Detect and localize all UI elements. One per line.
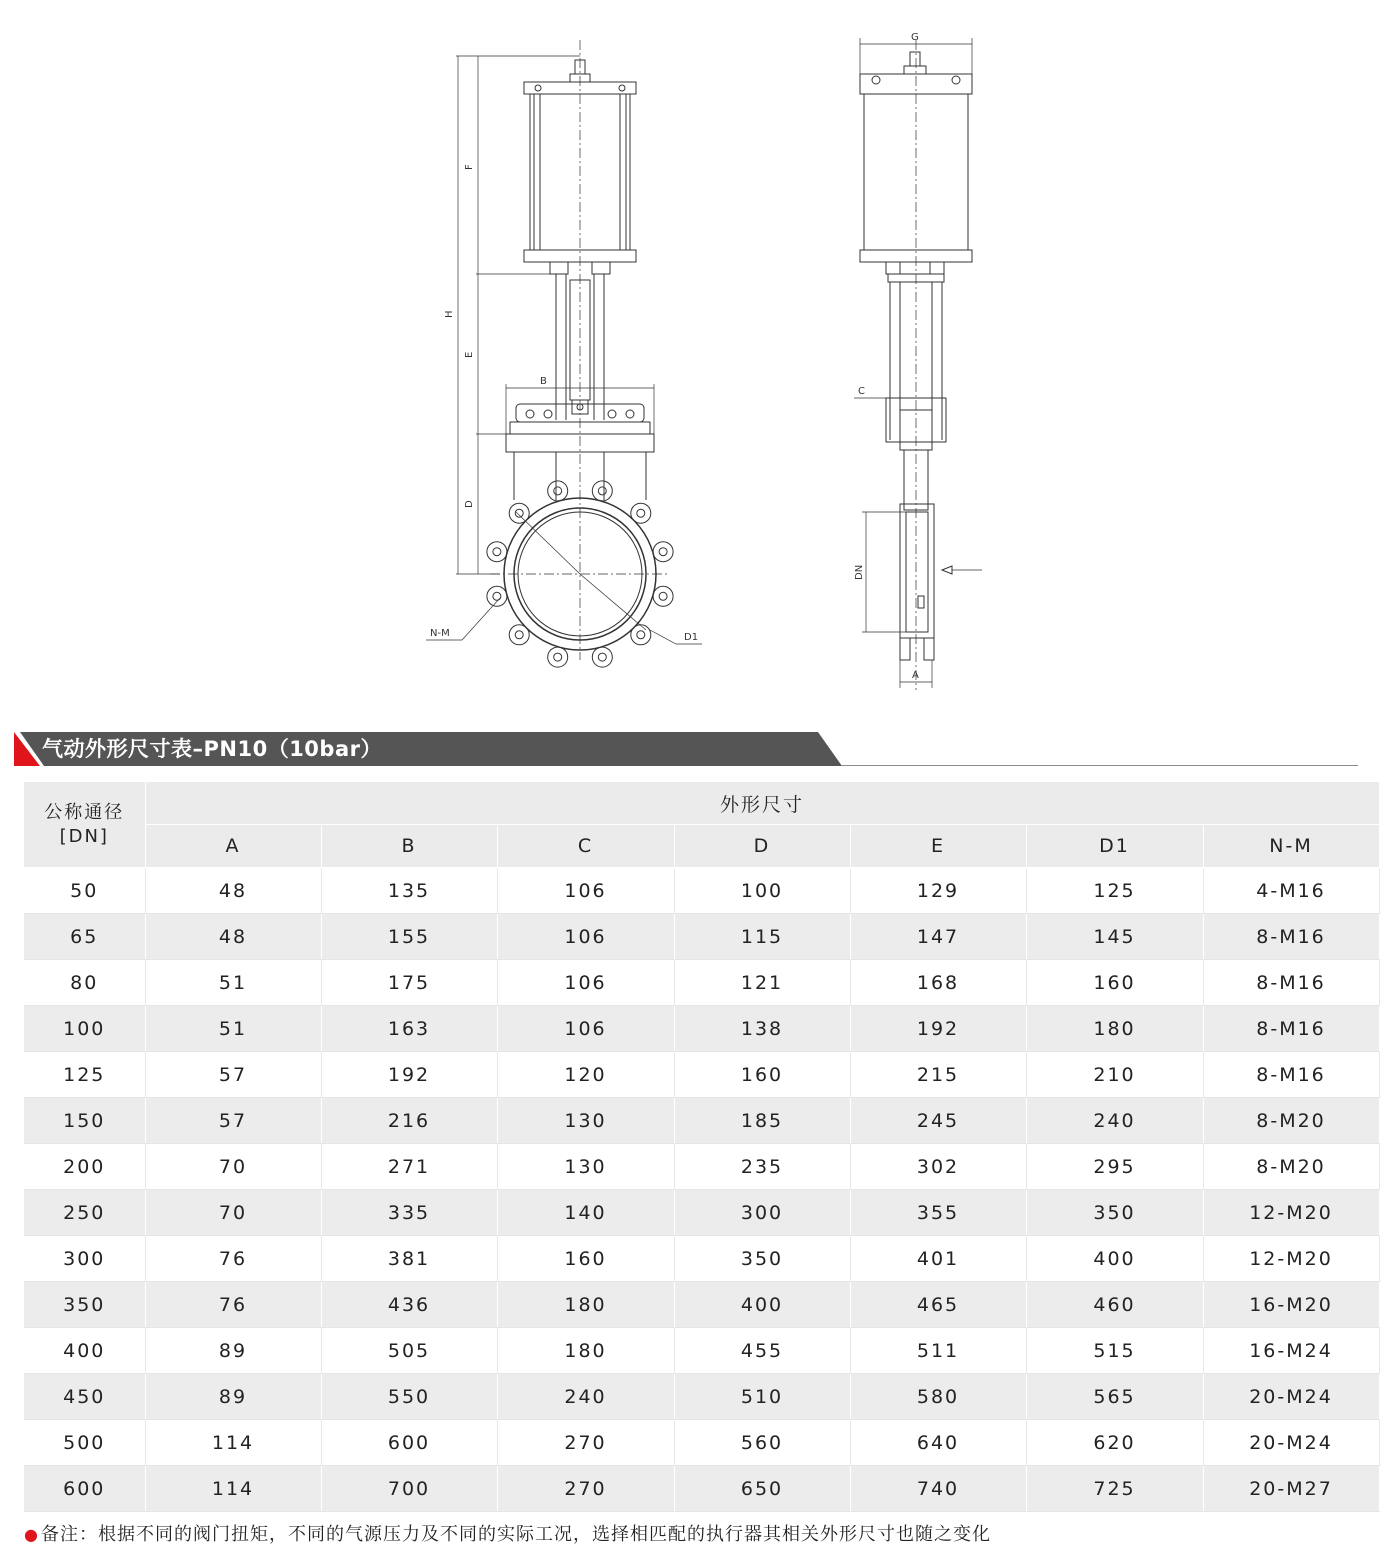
dn-header-cell: [24, 782, 145, 868]
dimension-cell: 4-M16: [1203, 868, 1379, 914]
dimension-cell: 114: [145, 1466, 321, 1512]
table-header-row: [24, 782, 1379, 825]
flange-lug: [653, 586, 673, 606]
table-row: [24, 1144, 1379, 1190]
dimension-cell: 300: [674, 1190, 850, 1236]
dimension-cell: 48: [145, 914, 321, 960]
dimension-cell: 350: [1026, 1190, 1203, 1236]
dn-cell: 300: [24, 1236, 145, 1282]
dimension-cell: 550: [321, 1374, 497, 1420]
footnote: [24, 1520, 991, 1546]
dimension-cell: 180: [497, 1282, 674, 1328]
dimension-cell: 114: [145, 1420, 321, 1466]
dim-label-dn: DN: [854, 564, 865, 580]
dimension-cell: 8-M16: [1203, 1006, 1379, 1052]
dimension-cell: 8-M16: [1203, 960, 1379, 1006]
flange-lug: [592, 481, 612, 501]
dim-label-d1: D1: [684, 632, 699, 643]
dim-label-e: E: [464, 351, 475, 358]
dn-cell: 500: [24, 1420, 145, 1466]
dimension-cell: 8-M16: [1203, 914, 1379, 960]
dimension-cell: 163: [321, 1006, 497, 1052]
dn-cell: 100: [24, 1006, 145, 1052]
dimension-cell: 57: [145, 1052, 321, 1098]
flange-lug: [592, 647, 612, 667]
dimension-cell: 121: [674, 960, 850, 1006]
dimension-cell: 192: [321, 1052, 497, 1098]
dimension-cell: 51: [145, 960, 321, 1006]
lug-bolt-hole: [637, 509, 645, 517]
dimension-cell: 271: [321, 1144, 497, 1190]
dimension-cell: 16-M20: [1203, 1282, 1379, 1328]
dim-label-d: D: [464, 500, 475, 508]
dimension-cell: 465: [850, 1282, 1026, 1328]
dimension-cell: 20-M24: [1203, 1374, 1379, 1420]
dimension-cell: 240: [1026, 1098, 1203, 1144]
dimension-cell: 455: [674, 1328, 850, 1374]
table-row: [24, 1052, 1379, 1098]
dim-label-h: H: [444, 310, 455, 318]
dimension-cell: 192: [850, 1006, 1026, 1052]
dimension-cell: 560: [674, 1420, 850, 1466]
group-header: 外形尺寸: [145, 782, 1379, 825]
dimension-cell: 401: [850, 1236, 1026, 1282]
dimension-cell: 20-M24: [1203, 1420, 1379, 1466]
dimension-cell: 235: [674, 1144, 850, 1190]
dim-label-a: A: [912, 670, 919, 681]
dimension-cell: 295: [1026, 1144, 1203, 1190]
column-header-row: [24, 825, 1379, 868]
dimension-cell: 8-M16: [1203, 1052, 1379, 1098]
dn-cell: 65: [24, 914, 145, 960]
column-header: D: [674, 825, 850, 868]
flange-lug: [487, 542, 507, 562]
dn-cell: 50: [24, 868, 145, 914]
lug-bolt-hole: [659, 548, 667, 556]
dim-label-b: B: [540, 376, 547, 387]
dimension-cell: 270: [497, 1466, 674, 1512]
dimension-cell: 240: [497, 1374, 674, 1420]
dimension-cell: 145: [1026, 914, 1203, 960]
column-header: C: [497, 825, 674, 868]
lug-bolt-hole: [493, 548, 501, 556]
column-header: D1: [1026, 825, 1203, 868]
section-title: 气动外形尺寸表–PN10（10bar）: [42, 737, 382, 761]
lug-bolt-hole: [493, 592, 501, 600]
dimension-cell: 180: [497, 1328, 674, 1374]
dn-cell: 600: [24, 1466, 145, 1512]
dimension-cell: 138: [674, 1006, 850, 1052]
dn-header-sub-label: [DN]: [59, 825, 109, 847]
table-row: [24, 914, 1379, 960]
column-header: E: [850, 825, 1026, 868]
dimension-cell: 725: [1026, 1466, 1203, 1512]
dimension-cell: 12-M20: [1203, 1236, 1379, 1282]
dimension-cell: 155: [321, 914, 497, 960]
dimension-cell: 175: [321, 960, 497, 1006]
footnote-text: 备注：根据不同的阀门扭矩，不同的气源压力及不同的实际工况，选择相匹配的执行器其相关外形尺寸也随之变化: [40, 1524, 991, 1545]
lug-bolt-hole: [554, 487, 562, 495]
dimension-cell: 215: [850, 1052, 1026, 1098]
dimension-cell: 160: [1026, 960, 1203, 1006]
flange-lug: [487, 586, 507, 606]
dim-label-f: F: [464, 164, 475, 170]
dimension-cell: 436: [321, 1282, 497, 1328]
table-row: [24, 1466, 1379, 1512]
dimension-cell: 76: [145, 1282, 321, 1328]
flange-lug: [509, 503, 529, 523]
flange-lug: [548, 647, 568, 667]
column-header: N-M: [1203, 825, 1379, 868]
dn-cell: 250: [24, 1190, 145, 1236]
dn-cell: 350: [24, 1282, 145, 1328]
dimension-cell: 51: [145, 1006, 321, 1052]
table-row: [24, 1282, 1379, 1328]
dimension-cell: 510: [674, 1374, 850, 1420]
dimension-cell: 511: [850, 1328, 1026, 1374]
dimension-cell: 350: [674, 1236, 850, 1282]
lug-bolt-hole: [659, 592, 667, 600]
dimension-cell: 168: [850, 960, 1026, 1006]
dimension-cell: 89: [145, 1374, 321, 1420]
table-row: [24, 960, 1379, 1006]
dimension-cell: 106: [497, 914, 674, 960]
dimension-cell: 8-M20: [1203, 1098, 1379, 1144]
dimension-cell: 640: [850, 1420, 1026, 1466]
dimension-cell: 160: [497, 1236, 674, 1282]
dimension-cell: 505: [321, 1328, 497, 1374]
table-row: [24, 1098, 1379, 1144]
dn-cell: 400: [24, 1328, 145, 1374]
dimension-cell: 147: [850, 914, 1026, 960]
dimension-cell: 106: [497, 868, 674, 914]
dimension-cell: 270: [497, 1420, 674, 1466]
table-row: [24, 1328, 1379, 1374]
technical-drawings: [0, 0, 1390, 700]
dimension-cell: 130: [497, 1098, 674, 1144]
dn-cell: 200: [24, 1144, 145, 1190]
dim-label-g: G: [911, 32, 919, 43]
dimension-cell: 106: [497, 1006, 674, 1052]
dimension-cell: 130: [497, 1144, 674, 1190]
dn-cell: 150: [24, 1098, 145, 1144]
dimension-cell: 381: [321, 1236, 497, 1282]
dimension-cell: 210: [1026, 1052, 1203, 1098]
dimension-cell: 120: [497, 1052, 674, 1098]
lug-bolt-hole: [598, 487, 606, 495]
dimension-cell: 515: [1026, 1328, 1203, 1374]
flange-lug: [509, 625, 529, 645]
dimension-cell: 565: [1026, 1374, 1203, 1420]
dimension-cell: 185: [674, 1098, 850, 1144]
dimension-cell: 48: [145, 868, 321, 914]
flange-lug: [631, 625, 651, 645]
table-row: [24, 1374, 1379, 1420]
lug-bolt-hole: [637, 631, 645, 639]
dimension-cell: 115: [674, 914, 850, 960]
dimension-cell: 8-M20: [1203, 1144, 1379, 1190]
table-row: [24, 1420, 1379, 1466]
dimension-cell: 129: [850, 868, 1026, 914]
column-header: B: [321, 825, 497, 868]
dim-label-c: C: [858, 386, 865, 397]
dn-header-label: 公称通径: [44, 801, 125, 823]
dimension-cell: 620: [1026, 1420, 1203, 1466]
section-banner: [14, 730, 1358, 768]
dimension-cell: 57: [145, 1098, 321, 1144]
dimension-cell: 20-M27: [1203, 1466, 1379, 1512]
dimension-cell: 12-M20: [1203, 1190, 1379, 1236]
dimension-cell: 650: [674, 1466, 850, 1512]
dimension-cell: 89: [145, 1328, 321, 1374]
dimension-cell: 355: [850, 1190, 1026, 1236]
lug-bolt-hole: [515, 509, 523, 517]
dimension-cell: 76: [145, 1236, 321, 1282]
table-row: [24, 868, 1379, 914]
flange-lug: [631, 503, 651, 523]
table-body: [24, 868, 1379, 1512]
flange-lug: [653, 542, 673, 562]
dimension-cell: 140: [497, 1190, 674, 1236]
dimension-cell: 302: [850, 1144, 1026, 1190]
footnote-bullet: ●: [24, 1525, 39, 1544]
dimension-cell: 16-M24: [1203, 1328, 1379, 1374]
lug-bolt-hole: [515, 631, 523, 639]
dimension-cell: 216: [321, 1098, 497, 1144]
dn-cell: 450: [24, 1374, 145, 1420]
dimension-cell: 180: [1026, 1006, 1203, 1052]
dn-cell: 80: [24, 960, 145, 1006]
dimension-cell: 245: [850, 1098, 1026, 1144]
dimension-cell: 70: [145, 1190, 321, 1236]
lug-bolt-hole: [598, 653, 606, 661]
dimension-cell: 100: [674, 868, 850, 914]
table-row: [24, 1236, 1379, 1282]
dimension-cell: 400: [1026, 1236, 1203, 1282]
dn-cell: 125: [24, 1052, 145, 1098]
dimension-cell: 400: [674, 1282, 850, 1328]
side-view-drawing: [854, 38, 982, 690]
dimension-cell: 70: [145, 1144, 321, 1190]
dimension-cell: 335: [321, 1190, 497, 1236]
lug-bolt-hole: [554, 653, 562, 661]
column-header: A: [145, 825, 321, 868]
flange-lug: [548, 481, 568, 501]
dim-label-nm: N-M: [430, 628, 450, 639]
dimension-cell: 135: [321, 868, 497, 914]
dimension-cell: 106: [497, 960, 674, 1006]
dimension-cell: 160: [674, 1052, 850, 1098]
dimension-cell: 125: [1026, 868, 1203, 914]
dimension-cell: 600: [321, 1420, 497, 1466]
dimension-cell: 580: [850, 1374, 1026, 1420]
dimension-cell: 740: [850, 1466, 1026, 1512]
dimension-cell: 460: [1026, 1282, 1203, 1328]
table-row: [24, 1190, 1379, 1236]
table-row: [24, 1006, 1379, 1052]
dimension-cell: 700: [321, 1466, 497, 1512]
dimension-table: [24, 782, 1380, 1512]
